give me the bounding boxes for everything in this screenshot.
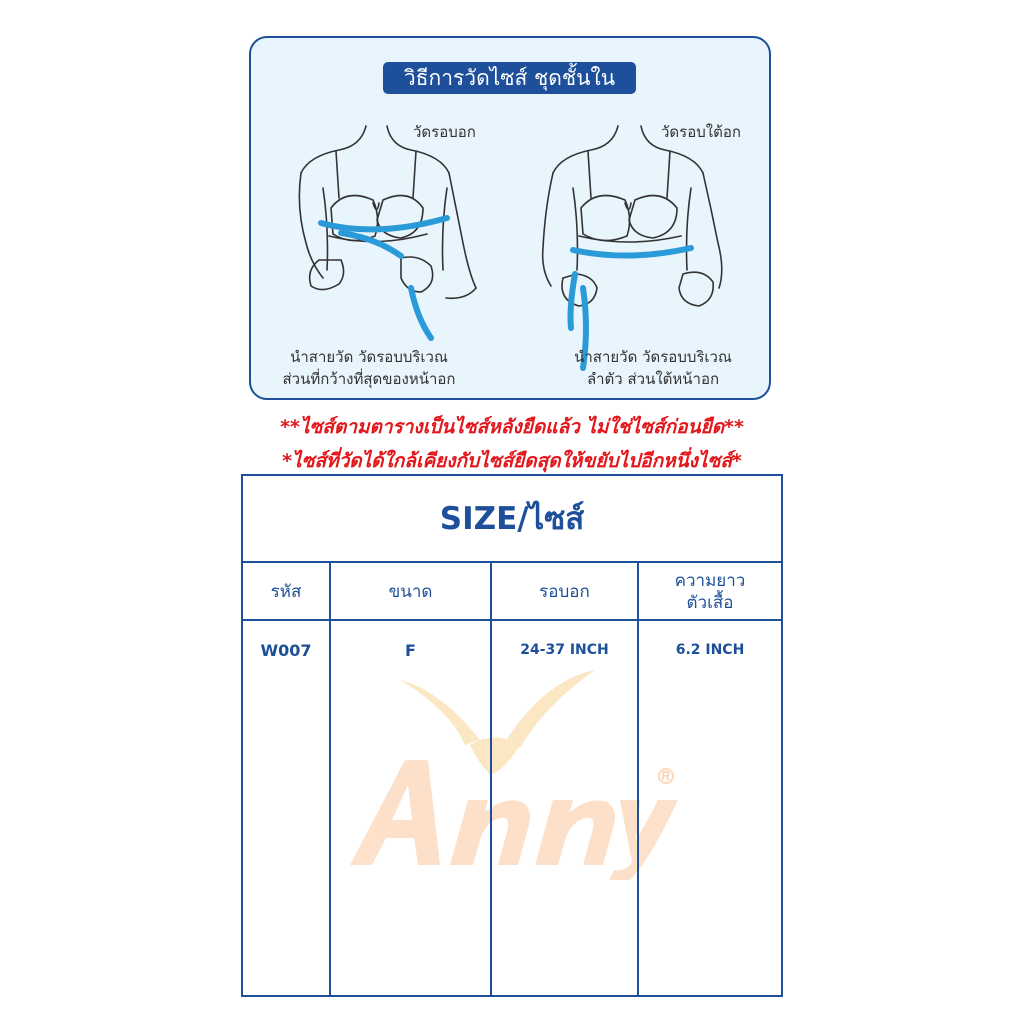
bust-measure-label: วัดรอบอก	[413, 123, 476, 141]
header-divider	[243, 619, 781, 621]
column-divider	[490, 563, 492, 995]
bust-caption-line-1: นำสายวัด วัดรอบบริเวณ	[290, 348, 448, 366]
row-size: F	[405, 640, 416, 660]
underbust-caption-line-1: นำสายวัด วัดรอบบริเวณ	[574, 348, 732, 366]
header-length-line-1: ความยาว	[674, 571, 746, 591]
underbust-measure-figure-icon	[513, 38, 771, 398]
bust-measure-caption	[249, 346, 499, 390]
underbust-caption-line-2: ลำตัว ส่วนใต้หน้าอก	[586, 370, 720, 388]
header-length-line-2: ตัวเสื้อ	[686, 593, 734, 613]
column-divider	[637, 563, 639, 995]
size-table-title: SIZE/ไซส์	[243, 476, 781, 563]
column-divider	[329, 563, 331, 995]
size-up-note: *ไซส์ที่วัดได้ใกล้เคียงกับไซส์ยืดสุดให้ขยับไปอีกหนึ่งไซส์*	[282, 450, 742, 472]
underbust-measure-caption	[523, 346, 771, 390]
row-code: W007	[260, 640, 312, 660]
underbust-measure-illustration	[513, 38, 771, 398]
measure-guide-card	[249, 36, 771, 400]
stretch-size-note: **ไซส์ตามตารางเป็นไซส์หลังยืดแล้ว ไม่ใช่ไซส์ก่อนยืด**	[280, 416, 744, 438]
bust-caption-line-2: ส่วนที่กว้างที่สุดของหน้าอก	[282, 370, 456, 388]
header-length	[639, 565, 781, 619]
row-bust: 24-37 INCH	[520, 642, 609, 658]
header-size: ขนาด	[388, 582, 433, 602]
bust-measure-figure-icon	[251, 38, 511, 398]
row-length: 6.2 INCH	[675, 642, 745, 658]
underbust-measure-label: วัดรอบใต้อก	[661, 123, 741, 141]
header-bust: รอบอก	[539, 582, 590, 602]
measure-guide-title: วิธีการวัดไซส์ ชุดชั้นใน	[383, 62, 636, 94]
bust-measure-illustration	[251, 38, 511, 398]
size-table	[241, 474, 783, 997]
header-code: รหัส	[270, 582, 302, 602]
